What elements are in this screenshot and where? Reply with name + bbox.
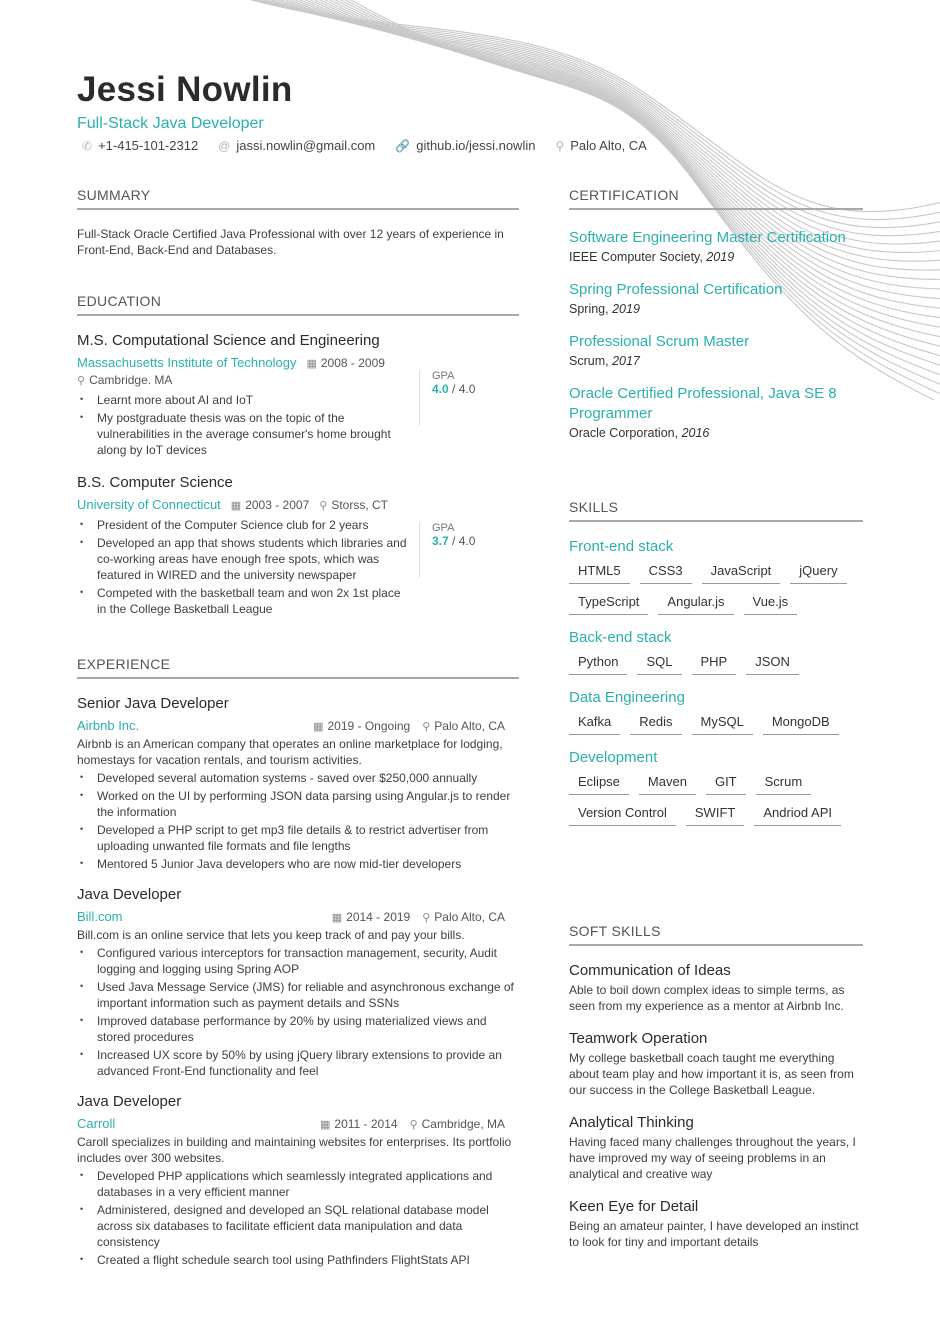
dates-text: 2003 - 2007 [245,498,310,512]
location-text: Palo Alto, CA [434,910,505,924]
company-description: Caroll specializes in building and maintaining websites for enterprises. Its portfolio includes over 300 websites. [77,1135,512,1165]
education-item [77,332,519,458]
bullet-item: • Developed PHP applications which seamlessly integrated applications and databases in a very efficient manner [77,1168,519,1200]
experience-section [77,656,519,1282]
certification-issuer-row [569,354,863,368]
gpa-separator: / [448,382,459,396]
degree: M.S. Computational Science and Engineering [77,332,380,349]
company-name: Bill.com [77,909,123,924]
section-heading: EXPERIENCE [77,656,519,679]
soft-skill-title: Communication of Ideas [569,962,731,979]
comma: , [674,426,682,440]
contact-text[interactable]: jassi.nowlin@gmail.com [236,138,376,153]
skill-tag: HTML5 [569,563,630,584]
certification-year: 2019 [612,302,640,316]
skill-tag: GIT [706,774,746,795]
certification-issuer-row [569,250,863,264]
contact-list [82,138,647,153]
location-text: Cambridge. MA [89,373,173,387]
skill-tag: MySQL [692,714,753,735]
certification-issuer: Spring [569,302,606,316]
skill-tag: CSS3 [640,563,692,584]
certification-item [569,280,863,316]
education-body [77,354,407,458]
certification-issuer: Scrum [569,354,606,368]
skill-tag: jQuery [790,563,846,584]
certification-title: Spring Professional Certification [569,281,783,298]
gpa-label: GPA [432,370,455,382]
skill-tag: Eclipse [569,774,629,795]
skill-group [569,749,863,826]
dates-location [313,717,505,736]
bullet-list [77,517,407,617]
contact-item [82,138,198,153]
phone-icon: ✆ [82,139,93,153]
bullet-list [77,1168,519,1268]
bullet-item: • Mentored 5 Junior Java developers who are now mid-tier developers [77,856,519,872]
location-pin-icon: ⚲ [422,721,431,733]
skill-tag: Python [569,654,627,675]
gpa-max: 4.0 [458,534,476,548]
company-description: Airbnb is an American company that operates an online marketplace for lodging, homestays for vacation rentals, and tourism activities. [77,737,503,767]
skill-tags [569,774,863,826]
bullet-item: • Created a flight schedule search tool using Pathfinders FlightStats API [77,1252,519,1268]
experience-meta [77,1115,519,1134]
company-name: Airbnb Inc. [77,718,140,733]
section-heading: SUMMARY [77,187,519,210]
soft-skill-title: Teamwork Operation [569,1030,708,1047]
job-title: Senior Java Developer [77,695,229,712]
gpa-max: 4.0 [458,382,476,396]
bullet-item: • Administered, designed and developed an SQL relational database model across six databases to facilitate efficient data manipulation and data consistency [77,1202,519,1250]
skill-tag: Kafka [569,714,620,735]
contact-text: +1-415-101-2312 [98,138,199,153]
certification-issuer: IEEE Computer Society [569,250,700,264]
contact-item [395,138,535,153]
link-icon: 🔗 [395,139,411,153]
certification-issuer: Oracle Corporation [569,426,675,440]
education-section [77,293,519,633]
skill-tag: Vue.js [744,594,798,615]
bullet-item: • Developed an app that shows students which libraries and co-working areas have enough free spots, which was featured in WIRED and the university newspaper [77,535,407,583]
certification-title: Professional Scrum Master [569,333,750,350]
calendar-icon: ▦ [319,1119,331,1131]
skill-group [569,538,863,615]
skill-group [569,689,863,735]
gpa-box [419,370,475,426]
certification-item [569,332,863,368]
certification-section [569,187,863,456]
bullet-item: • Increased UX score by 50% by using jQuery library extensions to provide an advanced Front-End functionality and feel [77,1047,519,1079]
dates [306,354,384,373]
bullet-item: • Configured various interceptors for transaction management, security, Audit logging and logging using Spring AOP [77,945,519,977]
bullet-item: • Improved database performance by 20% by using materialized views and stored procedures [77,1013,519,1045]
dates-text: 2019 - Ongoing [327,719,411,733]
section-heading: SKILLS [569,499,863,522]
soft-skill-text: My college basketball coach taught me everything about team play and how important it is, as seen from our success in the College Basketball League. [569,1051,854,1097]
bullet-item: • Worked on the UI by performing JSON data parsing using Angular.js to render the information [77,788,519,820]
education-meta [77,496,407,515]
contact-text[interactable]: github.io/jessi.nowlin [416,138,536,153]
education-location-row [77,371,407,390]
certification-item [569,228,863,264]
gpa-box [419,522,475,578]
dates-text: 2011 - 2014 [334,1117,398,1131]
experience-item [77,886,519,1079]
summary-section [77,187,519,258]
certification-item [569,384,863,440]
skill-group [569,629,863,675]
bullet-list [77,770,519,872]
bullet-item: • President of the Computer Science club for 2 years [77,517,407,533]
skill-tag: Redis [630,714,681,735]
job-title: Java Developer [77,886,182,903]
gpa-value: 3.7 [432,534,449,548]
certification-year: 2019 [706,250,735,264]
soft-skill-title: Keen Eye for Detail [569,1198,699,1215]
gpa-label: GPA [432,522,455,534]
location-icon: ⚲ [555,139,565,153]
skills-section [569,499,863,840]
skill-tag: TypeScript [569,594,648,615]
section-heading: EDUCATION [77,293,519,316]
contact-text: Palo Alto, CA [570,138,647,153]
certification-title: Oracle Certified Professional, Java SE 8 Programmer [569,385,837,422]
skill-tag: PHP [692,654,737,675]
education-body [77,496,407,617]
location-text: Cambridge, MA [421,1117,505,1131]
location-text: Storss, CT [331,498,388,512]
certification-year: 2017 [612,354,640,368]
experience-meta [77,717,519,736]
company-description: Bill.com is an online service that lets you keep track of and pay your bills. [77,928,465,942]
skill-group-title: Data Engineering [569,689,685,706]
skill-tag: SWIFT [686,805,744,826]
skill-group-title: Back-end stack [569,629,672,646]
location-pin-icon: ⚲ [319,500,328,512]
soft-skill-item [569,962,863,1014]
certification-year: 2016 [681,426,710,440]
location-pin-icon: ⚲ [409,1119,418,1131]
location [319,496,388,515]
soft-skill-title: Analytical Thinking [569,1114,694,1131]
dates-location [332,908,505,927]
soft-skill-text: Being an amateur painter, I have developed an instinct to look for tiny and important details [569,1219,859,1249]
certification-title: Software Engineering Master Certification [569,229,846,246]
location-pin-icon: ⚲ [422,912,431,924]
skill-tags [569,654,863,675]
contact-item [218,138,375,153]
soft-skill-text: Able to boil down complex ideas to simple terms, as seen from my experience as a mentor at Airbnb Inc. [569,983,845,1013]
section-heading: CERTIFICATION [569,187,863,210]
certification-issuer-row [569,426,863,440]
soft-skill-item [569,1198,863,1250]
location-text: Palo Alto, CA [434,719,505,733]
comma: , [605,302,613,316]
experience-item [77,1093,519,1268]
bullet-item: • Learnt more about AI and IoT [77,392,407,408]
gpa-separator: / [448,534,459,548]
dates-location [320,1115,505,1134]
bullet-list [77,945,519,1079]
candidate-name: Jessi Nowlin [77,70,293,109]
certification-issuer-row [569,302,863,316]
experience-meta [77,908,519,927]
soft-skill-text: Having faced many challenges throughout the years, I have improved my way of seeing problems in an analytical and creative way [569,1135,856,1181]
experience-item [77,695,519,872]
candidate-role: Full-Stack Java Developer [77,115,264,132]
calendar-icon: ▦ [313,721,324,733]
skill-group-title: Development [569,749,658,766]
gpa-value-row [432,382,475,396]
school-name: University of Connecticut [77,497,221,512]
bullet-item: • My postgraduate thesis was on the topic of the vulnerabilities in the average consumer's home brought along by IoT devices [77,410,407,458]
bullet-item: • Developed a PHP script to get mp3 file details & to restrict advertiser from uploading unwanted file formats and file lengths [77,822,519,854]
contact-item [555,138,646,153]
bullet-list [77,392,407,458]
skill-tags [569,714,863,735]
education-item [77,474,519,617]
location [77,371,172,390]
skill-tag: JSON [746,654,799,675]
skill-tag: Scrum [756,774,812,795]
skill-tag: Angular.js [658,594,733,615]
dates [231,496,309,515]
section-heading: SOFT SKILLS [569,923,863,946]
bullet-item: • Used Java Message Service (JMS) for reliable and asynchronous exchange of important information such as payment details and SSNs [77,979,519,1011]
company-name: Carroll [77,1116,116,1131]
skill-tag: Maven [639,774,696,795]
bullet-item: • Competed with the basketball team and won 2x 1st place in the College Basketball League [77,585,407,617]
skill-group-title: Front-end stack [569,538,674,555]
skill-tag: JavaScript [702,563,781,584]
school-name: Massachusetts Institute of Technology [77,355,297,370]
dates-text: 2014 - 2019 [346,910,411,924]
gpa-value-row [432,534,475,548]
skill-tag: Andriod API [754,805,841,826]
gpa-value: 4.0 [432,382,449,396]
at-icon: @ [218,139,231,153]
skill-tags [569,563,863,615]
skill-tag: MongoDB [763,714,839,735]
comma: , [699,250,707,264]
job-title: Java Developer [77,1093,182,1110]
degree: B.S. Computer Science [77,474,233,491]
soft-skill-item [569,1030,863,1098]
soft-skill-item [569,1114,863,1182]
location-pin-icon: ⚲ [77,375,86,387]
skill-tag: SQL [637,654,681,675]
calendar-icon: ▦ [306,358,317,370]
summary-text: Full-Stack Oracle Certified Java Professional with over 12 years of experience in Front-End, Back-End and Databases. [77,227,504,257]
soft-skills-section [569,923,863,1266]
bullet-item: • Developed several automation systems - saved over $250,000 annually [77,770,519,786]
calendar-icon: ▦ [230,500,242,512]
comma: , [605,354,613,368]
skill-tag: Version Control [569,805,676,826]
calendar-icon: ▦ [331,912,343,924]
dates-text: 2008 - 2009 [320,356,385,370]
